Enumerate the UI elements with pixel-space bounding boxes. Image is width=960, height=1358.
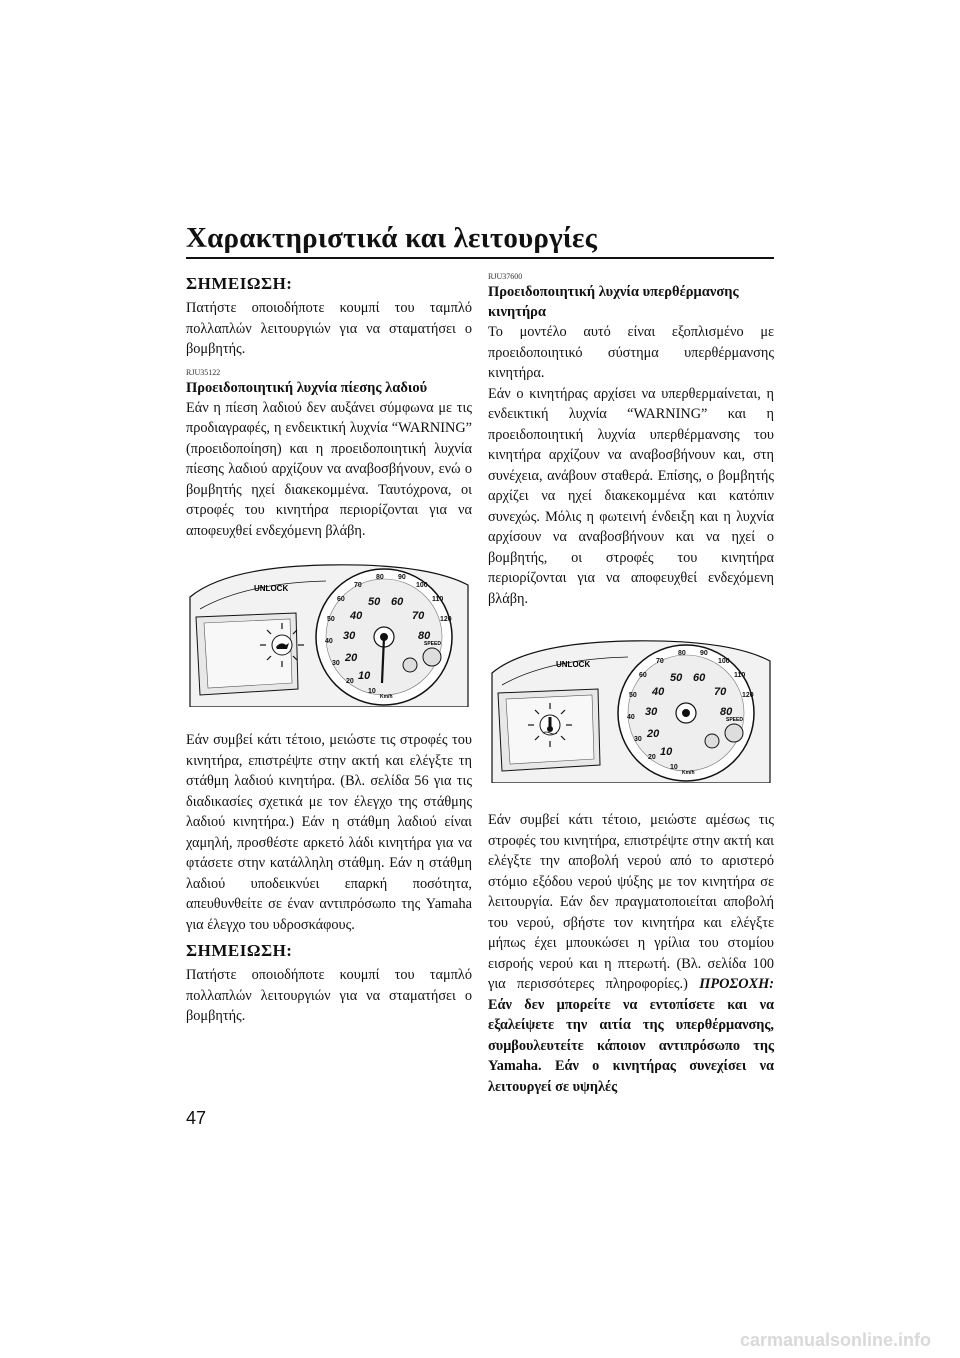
unlock-label: UNLOCK — [556, 660, 591, 669]
inner-scale-label: 20 — [647, 728, 660, 740]
inner-scale-label: 30 — [645, 706, 658, 718]
scale-tick-label: 110 — [734, 672, 746, 679]
inner-scale-label: 60 — [391, 596, 404, 608]
speedometer-icon — [316, 569, 452, 705]
section-paragraph: Εάν η πίεση λαδιού δεν αυξάνει σύμφωνα με τις προδιαγραφές, η ενδεικτική λυχνία “WARNING” (προειδοποίηση) και η προειδοποιητική λυχνία πίεσης λαδιού αρχίζουν να αναβοσβήνουν, ενώ ο βομβητής ηχεί διακεκομμένα. Ταυτόχρονα, οι στροφές του κινητήρα περιορίζονται για να αποφευχθεί ενδεχόμενη βλάβη. — [186, 399, 472, 539]
scale-tick-label: 50 — [629, 692, 637, 699]
page-header — [186, 222, 774, 259]
scale-tick-label: 70 — [354, 582, 362, 589]
scale-tick-label: 30 — [634, 736, 642, 743]
scale-tick-label: 110 — [432, 596, 444, 603]
inner-scale-label: 40 — [652, 686, 665, 698]
scale-tick-label: 20 — [648, 754, 656, 761]
caution-text: Εάν δεν μπορείτε να εντοπίσετε και να εξαλείψετε την αιτία της υπερθέρμανσης, συμβουλευτείτε κάποιον αντιπρόσωπο της Yamaha. Εάν ο κινητήρας συνεχίσει να λειτουργεί σε υψηλές — [488, 996, 774, 1095]
oil-pressure-gauge-figure — [186, 557, 472, 707]
after-text: Εάν συμβεί κάτι τέτοιο, μειώστε αμέσως τις στροφές του κινητήρα, επιστρέψτε στην ακτή και ελέγξτε την αποβολή νερού από το αριστερό στόμιο εξόδου νερού ψύξης με τον κινητήρα σε λειτουργία. Εάν δεν πραγματοποιείται αποβολή του νερού, σβήστε τον κινητήρα και ελέγξτε μήπως έχει μπουκώσει η γρίλια του στομίου εισροής νερού και η πτερωτή. (Βλ. σελίδα 100 για περισσότερες πληροφορίες.) — [488, 812, 774, 992]
speed-label: SPEED — [726, 717, 743, 723]
note-title-2: ΣΗΜΕΙΩΣΗ: — [186, 941, 293, 960]
after-figure-paragraph: Εάν συμβεί κάτι τέτοιο, μειώστε τις στροφές του κινητήρα, επιστρέψτε στην ακτή και ελέγξτε τη στάθμη λαδιού κινητήρα. (Βλ. σελίδα 56 για τις διαδικασίες σχετικά με τον έλεγχο της στάθμης λαδιού κινητήρα.) Εάν η στάθμη λαδιού είναι χαμηλή, προσθέστε αρκετό λάδι κινητήρα για να φτάσετε στην κατάλληλη στάθμη. Εάν η στάθμη λαδιού υποδεικνύει επαρκή ποσότητα, απευθυνθείτε σε έναν αντιπρόσωπο της Yamaha για έλεγχο του υδροσκάφους. — [186, 732, 472, 933]
speedometer-icon — [618, 645, 754, 781]
scale-tick-label: 90 — [700, 650, 708, 657]
page-title: Χαρακτηριστικά και λειτουργίες — [186, 222, 598, 254]
caution-label: ΠΡΟΣΟΧΗ: — [699, 976, 774, 992]
note-text: Πατήστε οποιοδήποτε κουμπί του ταμπλό πολλαπλών λειτουργιών για να σταματήσει ο βομβητής. — [186, 300, 472, 357]
scale-tick-label: 40 — [325, 638, 333, 645]
section-code: RJU37600 — [488, 272, 523, 281]
scale-tick-label: 80 — [678, 650, 686, 657]
scale-tick-label: 70 — [656, 658, 664, 665]
scale-tick-label: 90 — [398, 574, 406, 581]
section-code: RJU35122 — [186, 367, 221, 377]
scale-tick-label: 40 — [627, 714, 635, 721]
inner-scale-label: 20 — [345, 652, 358, 664]
right-column — [488, 272, 774, 1097]
scale-tick-label: 50 — [327, 616, 335, 623]
unit-label: Km/h — [380, 694, 393, 700]
inner-scale-label: 70 — [714, 686, 727, 698]
scale-tick-label: 100 — [718, 658, 730, 665]
scale-tick-label: 60 — [639, 672, 647, 679]
note-text-2: Πατήστε οποιοδήποτε κουμπί του ταμπλό πολλαπλών λειτουργιών για να σταματήσει ο βομβητής. — [186, 967, 472, 1024]
scale-tick-label: 20 — [346, 678, 354, 685]
left-column — [186, 272, 472, 1027]
intro-paragraph: Το μοντέλο αυτό είναι εξοπλισμένο με προειδοποιητικό σύστημα υπερθέρμανσης κινητήρα. — [488, 324, 774, 381]
scale-tick-label: 10 — [670, 764, 678, 771]
watermark: carmanualsonline.info — [740, 1330, 932, 1350]
scale-tick-label: 60 — [337, 596, 345, 603]
unit-label: Km/h — [682, 770, 695, 776]
unlock-label: UNLOCK — [254, 584, 289, 593]
inner-scale-label: 70 — [412, 610, 425, 622]
scale-tick-label: 80 — [376, 574, 384, 581]
scale-tick-label: 120 — [440, 616, 452, 623]
scale-tick-label: 30 — [332, 660, 340, 667]
section-paragraph: Εάν ο κινητήρας αρχίσει να υπερθερμαίνεται, η ενδεικτική λυχνία “WARNING” και η προειδοποιητική λυχνία υπερθέρμανσης του κινητήρα αρχίζουν να αναβοσβήνουν και, στη συνέχεια, ανάβουν σταθερά. Επίσης, ο βομβητής αρχίζει να ηχεί διακεκομμένα και κατόπιν συνεχώς. Μόλις η φωτεινή ένδειξη και η λυχνία αρχίσουν να αναβοσβήνουν και να ηχεί ο βομβητής, οι στροφές του κινητήρα περιορίζονται για να αποφευχθεί ενδεχόμενη βλάβη. — [488, 385, 774, 607]
inner-scale-label: 10 — [660, 746, 673, 758]
scale-tick-label: 120 — [742, 692, 754, 699]
inner-scale-label: 40 — [350, 610, 363, 622]
speed-label: SPEED — [424, 641, 441, 647]
inner-scale-label: 10 — [358, 670, 371, 682]
after-figure-paragraph — [488, 810, 774, 1097]
page-number: 47 — [186, 1108, 207, 1128]
inner-scale-label: 80 — [418, 630, 431, 642]
section-title: Προειδοποιητική λυχνία πίεσης λαδιού — [186, 379, 428, 396]
inner-scale-label: 60 — [693, 672, 706, 684]
note-title: ΣΗΜΕΙΩΣΗ: — [186, 274, 293, 293]
inner-scale-label: 50 — [670, 672, 683, 684]
inner-scale-label: 80 — [720, 706, 733, 718]
section-title: Προειδοποιητική λυχνία υπερθέρμανσης κινητήρα — [488, 284, 739, 320]
inner-scale-label: 50 — [368, 596, 381, 608]
scale-tick-label: 10 — [368, 688, 376, 695]
overheat-gauge-figure — [488, 633, 774, 783]
inner-scale-label: 30 — [343, 630, 356, 642]
scale-tick-label: 100 — [416, 582, 428, 589]
